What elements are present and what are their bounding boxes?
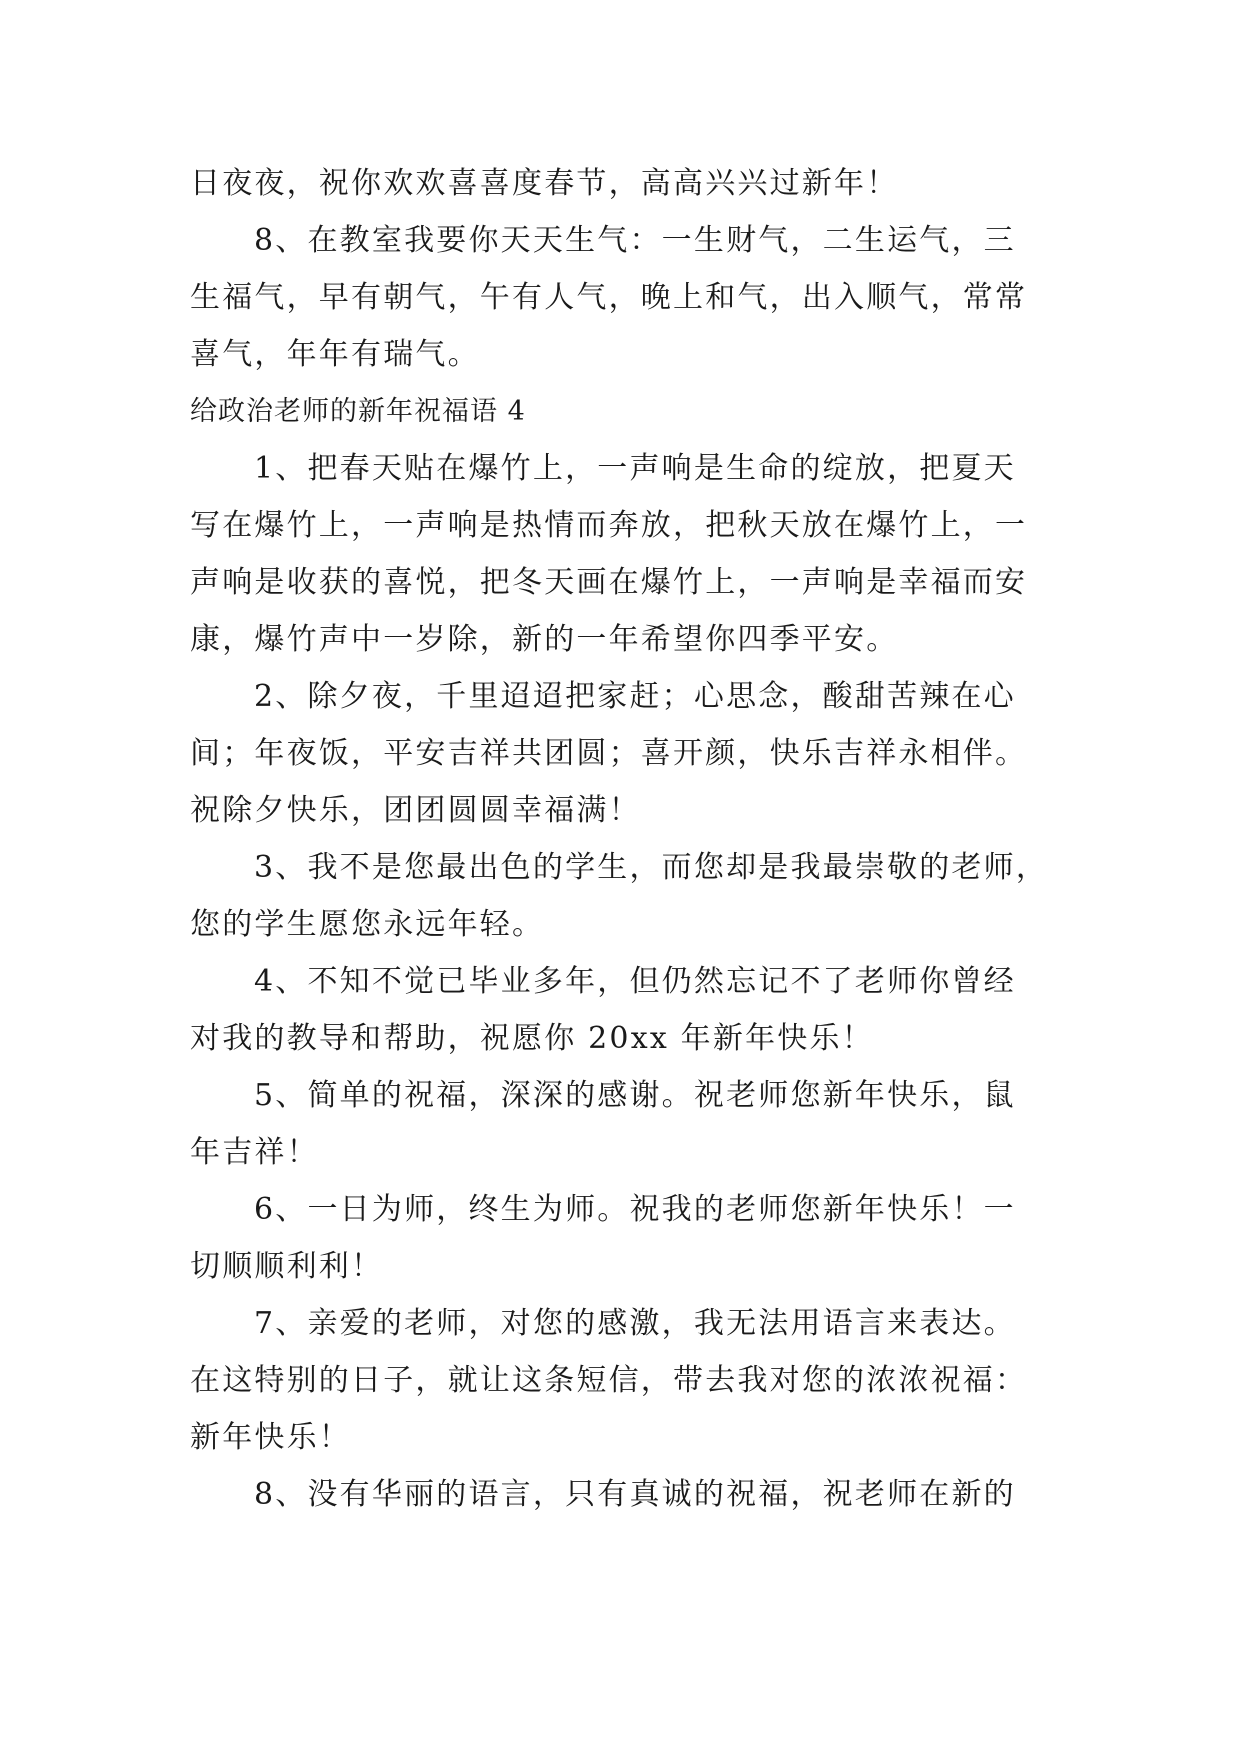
text-line: 生福气，早有朝气，午有人气，晚上和气，出入顺气，常常 [190,280,1028,315]
list-item-7: 7、亲爱的老师，对您的感激，我无法用语言来表达。 [254,1306,1016,1341]
text-line: 声响是收获的喜悦，把冬天画在爆竹上，一声响是幸福而安 [190,565,1028,600]
text-line: 年吉祥！ [190,1135,319,1170]
text-line: 喜气，年年有瑞气。 [190,337,480,372]
list-item-4: 4、不知不觉已毕业多年，但仍然忘记不了老师你曾经 [254,964,1016,999]
document-body [190,155,1050,1523]
text-line: 间；年夜饭，平安吉祥共团圆；喜开颜，快乐吉祥永相伴。 [190,736,1028,771]
text-line: 日夜夜，祝你欢欢喜喜度春节，高高兴兴过新年！ [190,166,899,201]
list-item-2: 2、除夕夜，千里迢迢把家赶；心思念，酸甜苦辣在心 [254,679,1016,714]
list-item-1: 1、把春天贴在爆竹上，一声响是生命的绽放，把夏天 [254,451,1016,486]
text-line: 祝除夕快乐，团团圆圆幸福满！ [190,793,641,828]
text-line: 对我的教导和帮助，祝愿你 20xx 年新年快乐！ [190,1021,874,1056]
text-line: 写在爆竹上，一声响是热情而奔放，把秋天放在爆竹上，一 [190,508,1028,543]
text-line: 切顺顺利利！ [190,1249,384,1284]
list-item-3: 3、我不是您最出色的学生，而您却是我最崇敬的老师， [254,850,1049,885]
text-line: 在这特别的日子，就让这条短信，带去我对您的浓浓祝福： [190,1363,1028,1398]
list-item-6: 6、一日为师，终生为师。祝我的老师您新年快乐！一 [254,1192,1016,1227]
section-heading: 给政治老师的新年祝福语 4 [190,396,526,427]
text-line: 您的学生愿您永远年轻。 [190,907,545,942]
list-item-8: 8、没有华丽的语言，只有真诚的祝福，祝老师在新的 [254,1477,1016,1512]
text-line: 新年快乐！ [190,1420,351,1455]
text-line: 康，爆竹声中一岁除，新的一年希望你四季平安。 [190,622,899,657]
list-item-8: 8、在教室我要你天天生气：一生财气，二生运气，三 [254,223,1016,258]
list-item-5: 5、简单的祝福，深深的感谢。祝老师您新年快乐，鼠 [254,1078,1016,1113]
